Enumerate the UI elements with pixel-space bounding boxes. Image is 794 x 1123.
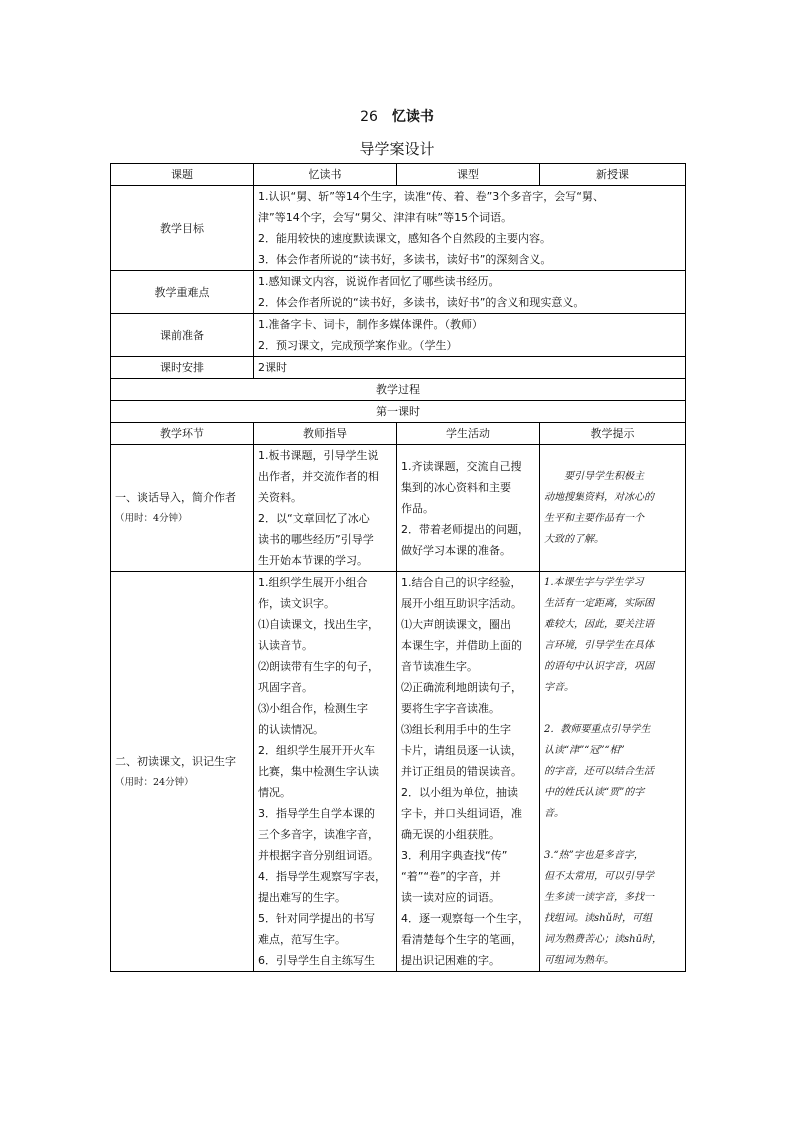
student-line: 看清楚每个生字的笔画， [401,933,522,946]
teacher-line: 读书的哪些经历”引导学 [258,533,374,546]
student-cell [397,445,540,572]
student-line: 字卡，并口头组词语，准 [401,807,522,820]
teacher-line: 1.组织学生展开小组合 [258,576,368,589]
teacher-line: 关资料。 [258,491,302,504]
key-point-line: 1.感知课文内容，说说作者回忆了哪些读书经历。 [258,275,500,288]
goal-line: 2．能用较快的速度默读课文，感知各个自然段的主要内容。 [258,232,551,245]
teacher-line: 作，读文识字。 [258,597,335,610]
teacher-line: 情况。 [258,786,291,799]
teacher-line: 2．组织学生展开开火车 [258,744,375,757]
table-row [111,271,686,314]
hint-line: 1.本课生字与学生学习 [544,577,644,588]
student-line: 确无误的小组获胜。 [401,828,500,841]
table-row [111,423,686,445]
teacher-line: 4．指导学生观察写字表， [258,870,386,883]
key-points-cell [254,271,686,314]
hint-line: 要引导学生积极主 [564,471,644,482]
student-line: 提出识记困难的字。 [401,954,500,967]
prep-line: 2．预习课文，完成预学案作业。（学生） [258,339,458,352]
hint-line: 生活有一定距离，实际困 [544,598,654,609]
type-value: 新授课 [540,164,686,186]
student-line: ⑶组长利用手中的生字 [401,723,511,736]
period-title: 第一课时 [111,401,686,423]
student-line: 音节读准生字。 [401,660,478,673]
lesson-name: 忆读书 [391,109,434,125]
type-label: 课型 [397,164,540,186]
table-row [111,572,686,972]
goal-line: 3．体会作者所说的“读书好，多读书，读好书”的深刻含义。 [258,253,552,266]
teacher-line: 提出难写的生字。 [258,891,346,904]
student-cell [397,572,540,972]
teacher-cell [254,445,397,572]
col-header-teacher: 教师指导 [254,423,397,445]
prep-cell [254,314,686,357]
goals-cell [254,186,686,271]
document-subtitle: 导学案设计 [359,140,435,158]
student-line: 2．以小组为单位，抽读 [401,786,518,799]
lesson-plan-table [110,163,686,972]
topic-value: 忆读书 [254,164,397,186]
lesson-number: 26 [360,109,378,125]
student-line: 并订正组员的错误读音。 [401,765,522,778]
stage-cell [111,572,254,972]
table-row [111,186,686,271]
hint-line: 言环境，引导学生在具体 [544,640,654,651]
stage-time: （用时：24分钟） [115,776,194,788]
hint-line: 音。 [544,808,564,819]
teacher-line: 的认读情况。 [258,723,324,736]
teacher-line: ⑵朗读带有生字的句子， [258,660,379,673]
key-point-line: 2．体会作者所说的“读书好，多读书，读好书”的含义和现实意义。 [258,296,585,309]
hint-line: 3.“热”字也是多音字， [544,850,644,861]
goal-line: 津”等14个字，会写“舅父、津津有味”等15个词语。 [258,211,513,224]
hint-line: 2．教师要重点引导学生 [544,724,651,735]
table-row [111,164,686,186]
hint-line: 词为熟费苦心；读shū时， [544,934,663,945]
hint-line: 但不太常用，可以引导学 [544,871,654,882]
teacher-line: ⑴自读课文，找出生字， [258,618,379,631]
stage-time: （用时：4分钟） [115,513,188,524]
hint-line: 找组词。读shǔ时，可组 [544,913,653,924]
teacher-line: 出作者，并交流作者的相 [258,470,379,483]
table-row [111,401,686,423]
hint-line: 难较大，因此，要关注语 [544,619,654,630]
goals-label: 教学目标 [111,186,254,271]
teacher-line: 生开始本节课的学习。 [258,554,368,567]
topic-label: 课题 [111,164,254,186]
teacher-line: 6．引导学生自主练写生 [258,954,375,967]
student-line: 展开小组互助识字活动。 [401,597,522,610]
paragraph-gap [544,824,681,845]
teacher-line: 并根据字音分别组词语。 [258,849,379,862]
hint-line: 的字音，还可以结合生活 [544,766,654,777]
student-line: ⑴大声朗读课文，圈出 [401,618,511,631]
col-header-hint: 教学提示 [540,423,686,445]
table-row [111,379,686,401]
student-line: ⑵正确流利地朗读句子， [401,681,522,694]
process-title: 教学过程 [111,379,686,401]
teacher-line: 2．以“文章回忆了冰心 [258,512,370,525]
stage-title: 一、谈话导入，简介作者 [115,491,236,504]
key-points-label: 教学重难点 [111,271,254,314]
hint-line: 大致的了解。 [544,534,604,545]
hint-line: 生平和主要作品有一个 [544,513,644,524]
col-header-stage: 教学环节 [111,423,254,445]
teacher-line: 难点，范写生字。 [258,933,346,946]
col-header-student: 学生活动 [397,423,540,445]
hint-line: 可组词为熟年。 [544,955,614,966]
stage-title: 二、初读课文，识记生字 [115,754,236,768]
teacher-line: 3．指导学生自学本课的 [258,807,375,820]
teacher-line: 5．针对同学提出的书写 [258,912,375,925]
student-line: 卡片，请组员逐一认读， [401,744,522,757]
stage-cell [111,445,254,572]
table-row [111,445,686,572]
teacher-line: 巩固字音。 [258,681,313,694]
teacher-line: 比赛，集中检测生字认读 [258,765,379,778]
prep-label: 课前准备 [111,314,254,357]
hint-line: 动地搜集资料，对冰心的 [544,492,654,503]
student-line: 本课生字，并借助上面的 [401,639,522,652]
paragraph-gap [544,698,681,719]
student-line: 2．带着老师提出的问题， [401,522,529,536]
teacher-line: 1.板书课题，引导学生说 [258,449,379,462]
student-line: 集到的冰心资料和主要 [401,480,511,494]
teacher-line: ⑶小组合作，检测生字 [258,702,368,715]
hint-cell [540,445,686,572]
teacher-line: 三个多音字，读准字音， [258,828,379,841]
student-line: 1.结合自己的识字经验， [401,576,522,589]
prep-line: 1.准备字卡、词卡，制作多媒体课件。（教师） [258,318,483,331]
student-line: 4．逐一观察每一个生字， [401,912,529,925]
student-line: 要将生字字音读准。 [401,702,500,715]
lesson-title [0,106,794,126]
student-line: 做好学习本课的准备。 [401,543,511,557]
hint-cell [540,572,686,972]
student-line: 3．利用字典查找“传” [401,849,508,862]
student-line: 1.齐读课题，交流自己搜 [401,459,522,473]
hint-line: 的语句中认识字音，巩固 [544,661,654,672]
hint-line: 生多读一读字音，多找一 [544,892,654,903]
hint-line: 字音。 [544,682,574,693]
table-row [111,314,686,357]
student-line: “着”“卷”的字音，并 [401,870,501,883]
teacher-cell [254,572,397,972]
teacher-line: 认读音节。 [258,639,313,652]
student-line: 作品。 [401,501,434,515]
hint-line: 中的姓氏认读“贾”的字 [544,787,645,798]
student-line: 读一读对应的词语。 [401,891,500,904]
schedule-value: 2课时 [254,357,686,379]
table-row [111,357,686,379]
schedule-label: 课时安排 [111,357,254,379]
goal-line: 1.认识“舅、斩”等14个生字，读准“传、着、卷”3个多音字，会写“舅、 [258,190,604,203]
hint-line: 认读“津”“冠”“相” [544,745,625,756]
